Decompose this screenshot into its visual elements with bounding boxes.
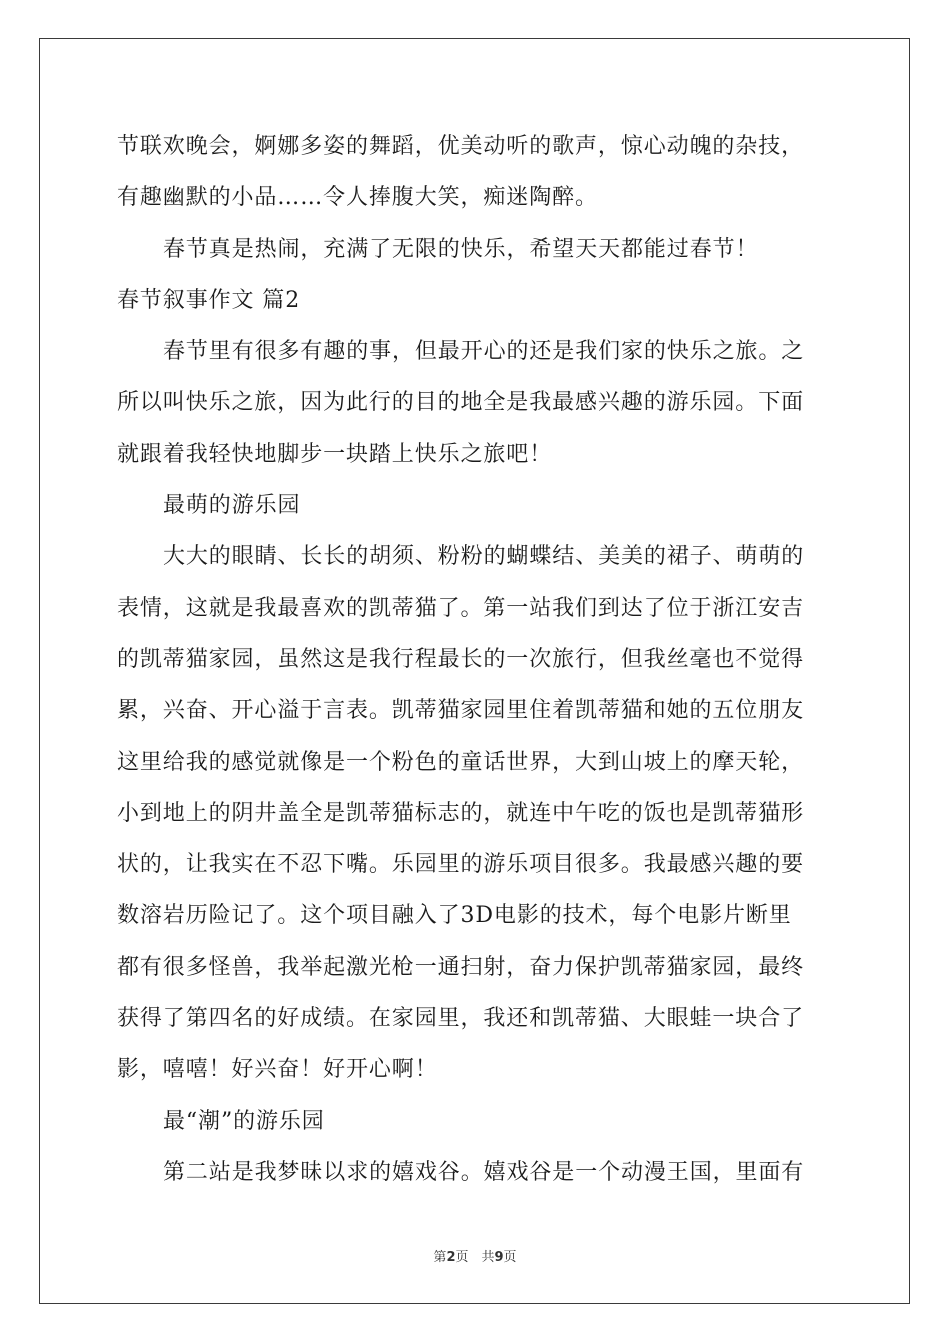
text-line: 小到地上的阴井盖全是凯蒂猫标志的，就连中午吃的饭也是凯蒂猫形 (117, 800, 805, 826)
page-prefix: 第 (433, 1250, 447, 1265)
text-line: 这里给我的感觉就像是一个粉色的童话世界，大到山坡上的摩天轮， (117, 749, 805, 775)
paragraph-line: 大大的眼睛、长长的胡须、粉粉的蝴蝶结、美美的裙子、萌萌的 (163, 544, 805, 570)
text-line: 累，兴奋、开心溢于言表。凯蒂猫家园里住着凯蒂猫和她的五位朋友 (117, 698, 805, 724)
text-line: 表情，这就是我最喜欢的凯蒂猫了。第一站我们到达了位于浙江安吉 (117, 595, 805, 621)
page-middle: 页 共 (455, 1250, 495, 1265)
text-line: 状的，让我实在不忍下嘴。乐园里的游乐项目很多。我最感兴趣的要 (117, 852, 805, 878)
paragraph-line: 春节真是热闹，充满了无限的快乐，希望天天都能过春节！ (163, 236, 759, 262)
page-suffix: 页 (503, 1250, 517, 1265)
total-page-number: 9 (494, 1250, 504, 1265)
text-line: 有趣幽默的小品……令人捧腹大笑，痴迷陶醉。 (117, 185, 598, 211)
paragraph-line: 春节里有很多有趣的事，但最开心的还是我们家的快乐之旅。之 (163, 339, 805, 365)
text-line: 所以叫快乐之旅，因为此行的目的地全是我最感兴趣的游乐园。下面 (117, 390, 805, 416)
current-page-number: 2 (446, 1250, 456, 1265)
text-line: 就跟着我轻快地脚步一块踏上快乐之旅吧！ (117, 441, 553, 467)
text-line: 节联欢晚会，婀娜多姿的舞蹈，优美动听的歌声，惊心动魄的杂技， (117, 134, 805, 159)
text-line: 影，嘻嘻！好兴奋！好开心啊！ (117, 1057, 438, 1083)
text-line: 的凯蒂猫家园，虽然这是我行程最长的一次旅行，但我丝毫也不觉得 (117, 646, 805, 672)
subheading: 最萌的游乐园 (163, 493, 301, 519)
paragraph-line: 第二站是我梦昧以求的嬉戏谷。嬉戏谷是一个动漫王国，里面有 (163, 1159, 805, 1185)
text-line: 都有很多怪兽，我举起激光枪一通扫射，奋力保护凯蒂猫家园，最终 (117, 954, 805, 980)
text-line: 获得了第四名的好成绩。在家园里，我还和凯蒂猫、大眼蛙一块合了 (117, 1006, 805, 1032)
document-body (117, 121, 833, 1198)
page-footer (0, 1246, 950, 1265)
subheading: 最“潮”的游乐园 (163, 1108, 325, 1134)
text-line: 数溶岩历险记了。这个项目融入了3D电影的技术，每个电影片断里 (117, 903, 792, 929)
section-heading: 春节叙事作文 篇2 (117, 287, 301, 313)
